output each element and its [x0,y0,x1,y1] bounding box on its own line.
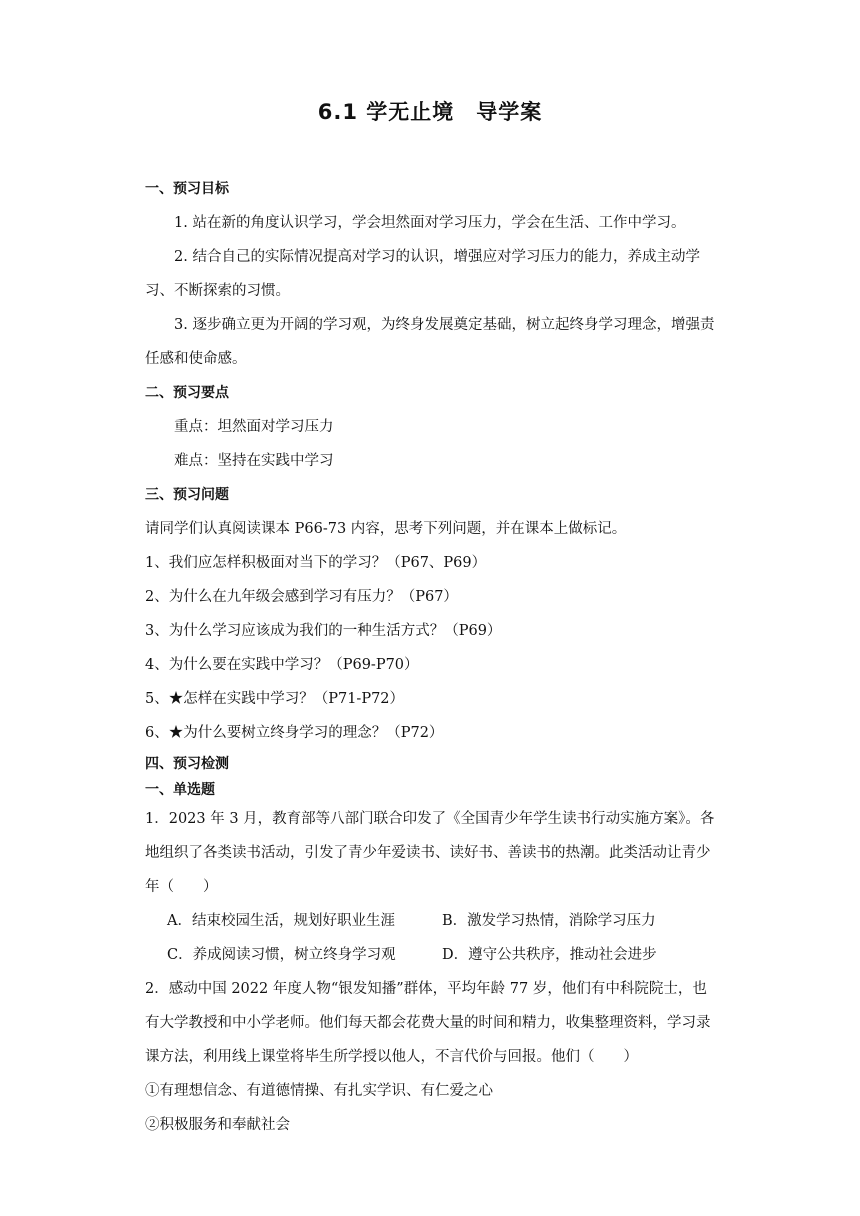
statement-item: ①有理想信念、有道德情操、有扎实学识、有仁爱之心 [145,1083,493,1099]
question-1-options-row-1 [145,904,717,938]
goal-item: 2. 结合自己的实际情况提高对学习的认识，增强应对学习压力的能力，养成主动学习、不断探索的习惯。 [145,249,700,299]
difficult-point: 难点：坚持在实践中学习 [174,453,334,469]
goal-item: 1. 站在新的角度认识学习，学会坦然面对学习压力，学会在生活、工作中学习。 [174,215,686,231]
option-c: C．养成阅读习惯，树立终身学习观 [167,947,396,963]
section-heading-points: 二、预习要点 [145,385,229,401]
questions-intro: 请同学们认真阅读课本 P66-73 内容，思考下列问题，并在课本上做标记。 [145,521,627,537]
page-title: 6.1 学无止境 导学案 [317,100,543,124]
statement-item: ②积极服务和奉献社会 [145,1117,290,1133]
question-1-options-row-2 [145,938,717,972]
key-point: 重点：坦然面对学习压力 [174,419,334,435]
question-item: 4、为什么要在实践中学习？（P69-P70） [145,657,419,673]
question-item: 5、★怎样在实践中学习？（P71-P72） [145,691,405,707]
question-item: 6、★为什么要树立终身学习的理念？（P72） [145,725,444,741]
question-2-stem: 2．感动中国 2022 年度人物“银发知播”群体，平均年龄 77 岁，他们有中科院院士，也有大学教授和中小学老师。他们每天都会花费大量的时间和精力，收集整理资料，学习录课方法，利用线上课堂将毕生所学授以他人，不言代价与回报。他们（ ） [145,981,711,1065]
section-heading-goals: 一、预习目标 [145,181,229,197]
goal-item: 3. 逐步确立更为开阔的学习观，为终身发展奠定基础，树立起终身学习理念，增强责任感和使命感。 [145,317,715,367]
subheading-single-choice: 一、单选题 [145,782,215,798]
option-a: A．结束校园生活，规划好职业生涯 [167,913,395,929]
option-d: D．遵守公共秩序，推动社会进步 [442,947,657,963]
section-heading-questions: 三、预习问题 [145,487,229,503]
question-1-stem: 1．2023 年 3 月，教育部等八部门联合印发了《全国青少年学生读书行动实施方案》。各地组织了各类读书活动，引发了青少年爱读书、读好书、善读书的热潮。此类活动让青少年（ ） [145,811,715,895]
document-body [145,172,717,1142]
option-b: B．激发学习热情，消除学习压力 [442,913,656,929]
section-heading-test: 四、预习检测 [145,756,229,772]
question-item: 2、为什么在九年级会感到学习有压力？（P67） [145,589,458,605]
question-item: 3、为什么学习应该成为我们的一种生活方式？（P69） [145,623,502,639]
question-item: 1、我们应怎样积极面对当下的学习？（P67、P69） [145,555,487,571]
